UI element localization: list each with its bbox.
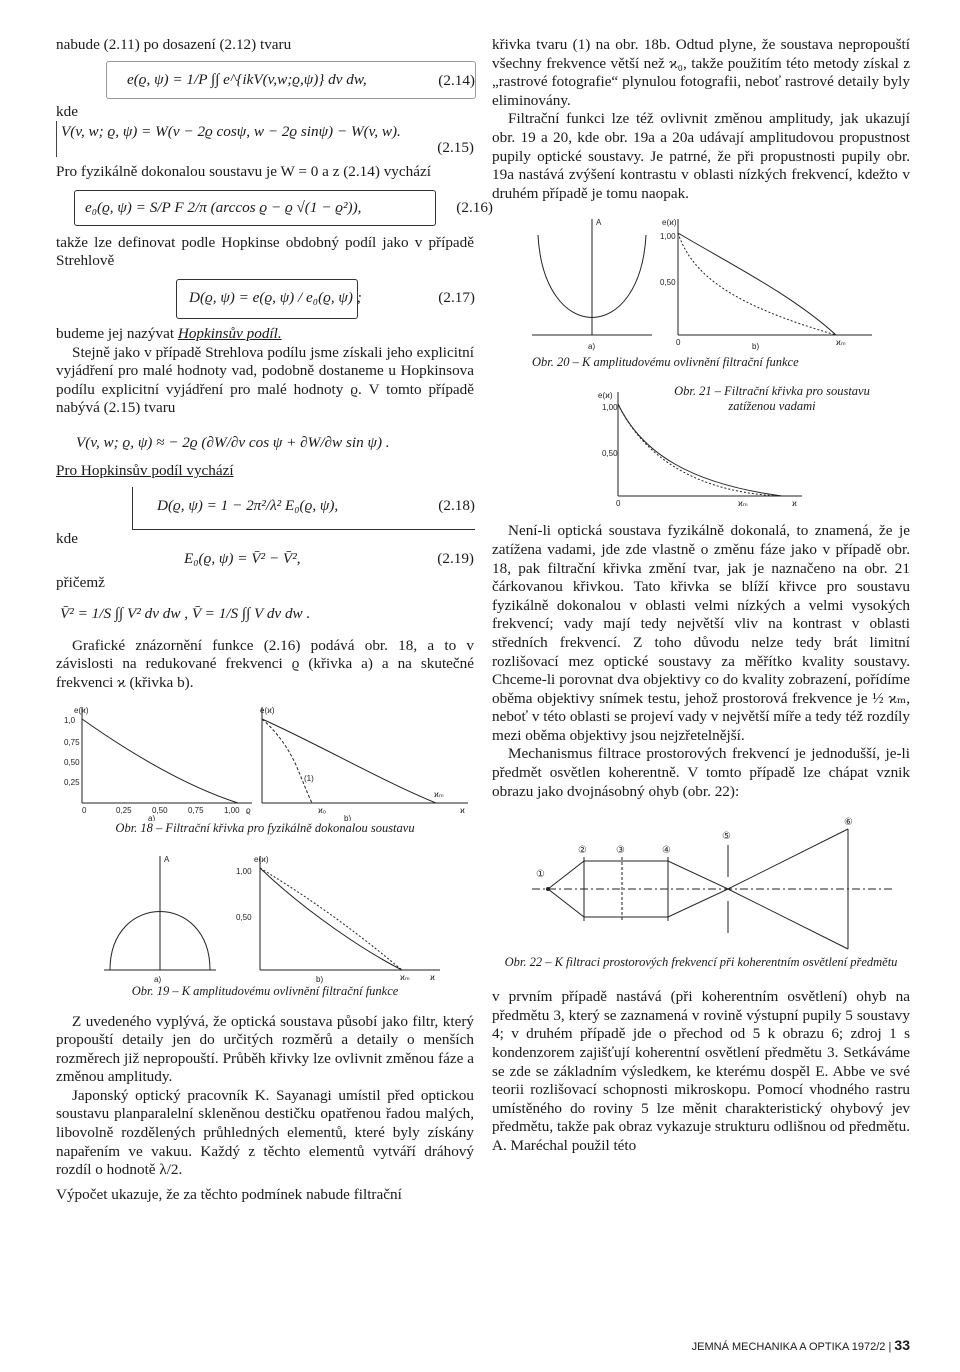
figure-caption: Obr. 18 – Filtrační křivka pro fyzikálně dokonalou soustavu <box>115 820 415 835</box>
curve-label: (1) <box>304 773 314 783</box>
figure-caption: Obr. 19 – K amplitudovému ovlivnění filtrační funkce <box>131 983 399 998</box>
ytick: 0,50 <box>602 449 618 459</box>
xtick: 0 <box>82 805 87 815</box>
xtick: 1,00 <box>224 805 240 815</box>
paragraph: Japonský optický pracovník K. Sayanagi umístil před optickou soustavu planparalelní skleněnou destičku opatřenou řadou malých, libovolně rozdělených průhledných elementů, které byly získány napařením ve vakuu. Každý z těchto elementů vytváří dráhový rozdíl o hodnotě λ/2. <box>56 1086 474 1179</box>
xlabel: ϰ <box>430 972 435 982</box>
paragraph: Stejně jako v případě Strehlova podílu jsme získali jeho explicitní vyjádření pro malé hodnoty vad, podobně dostaneme u Hopkinsova podílu explicitní vyjádření pro malé hodnoty ϱ. V tomto případě nabývá (2.15) tvaru <box>56 343 474 417</box>
ytick: 0,50 <box>64 757 80 767</box>
paragraph: Není-li optická soustava fyzikálně dokonalá, to znamená, že je zatížena vadami, jde zde vlastně o změnu fáze jako v případě obr. 18, pak filtrační křivka změní tvar, jak je naznačeno na obr. 21 čárkovanou křivkou. Tato křivka se blíží křivce pro soustavu fyzikálně dokonalou v oblasti velmi nízkých a velmi vysokých frekvencí; vady mají tedy největší vliv na kontrast v oblasti středních frekvencí. Z toho důvodu nelze tedy brát limitní rozlišovací mez optické soustavy za měřítko kvality soustavy. Chceme-li porovnat dva objektivy co do kvality zobrazení, pořídíme oběma objektivy snímek testu, jehož prostorová frekvence je ½ ϰₘ, neboť v této oblasti se projeví vady v největší míře a tedy též rozdíly mezi oběma objektivy jsou nejzřetelnější. <box>492 522 910 744</box>
figure-19-graphic <box>56 852 474 984</box>
ytick: 0,25 <box>64 777 80 787</box>
equation-2-16 <box>74 190 493 226</box>
ylabel: e(ϰ) <box>260 705 275 715</box>
equation-body: e(ϱ, ψ) = 1/P ∫∫ e^{ikV(v,w;ϱ,ψ)} dv dw, <box>127 70 367 88</box>
equation-body: D(ϱ, ψ) = e(ϱ, ψ) / e₀(ϱ, ψ) ; <box>189 288 362 306</box>
ytick: 0,50 <box>660 278 676 288</box>
figure-18-graphic <box>56 703 474 821</box>
paragraph: v prvním případě nastává (při koherentním osvětlení) ohyb na předmětu 3, který se zaznamená v rovině výstupní pupily 5 soustavy 4; v druhém případě jde o přechod od 5 k obrazu 6; zdroj 1 s kondenzorem zajišťují koherentní osvětlení předmětu 3. Setkáváme se zde se základním výsledkem, ke kterému dospěl E. Abbe ve své teorii rozlišovací schopnosti mikroskopu. Pomocí vhodného rastru umístěného do roviny 5 lze měnit charakteristický ohybový jev předmětu, takže pak obraz vykazuje strukturu odlišnou od předmětu. A. Maréchal použil této <box>492 988 910 1154</box>
page-number: 33 <box>894 1337 910 1353</box>
journal-name: JEMNÁ MECHANIKA A OPTIKA 1972/2 <box>691 1341 886 1353</box>
figure-18 <box>56 703 474 821</box>
axis-label: A <box>596 218 602 228</box>
origin-label: 0 <box>676 338 681 348</box>
panel-label: b) <box>316 974 324 984</box>
origin-label: 0 <box>616 499 621 509</box>
paragraph: Filtrační funkci lze též ovlivnit změnou amplitudy, jak ukazují obr. 19 a 20, kde obr. 19a a 20a udávají amplitudovou propustnost pupily optické soustavy. Je patrné, že při propustnosti pupily obr. 19a nastává zvýšení kontrastu v oblasti nízkých frekvencí, kdežto v druhém případě je tomu naopak. <box>492 110 910 202</box>
ytick: 0,75 <box>64 737 80 747</box>
ytick: 0,50 <box>236 912 252 922</box>
equation-body: V̄² = 1/S ∫∫ V² dv dw , V̄ = 1/S ∫∫ V dv dw . <box>60 604 311 622</box>
paragraph: Grafické znázornění funkce (2.16) podává obr. 18, a to v závislosti na redukované frekvenci ϱ (křivka a) a na skutečné frekvenci ϰ (křivka b). <box>56 636 474 691</box>
figure-20-graphic <box>492 215 910 355</box>
xm-label: ϰₘ <box>400 972 410 982</box>
text: budeme jej nazývat <box>56 324 178 342</box>
paragraph: Výpočet ukazuje, že za těchto podmínek nabude filtrační <box>56 1185 402 1203</box>
figure-21 <box>492 384 910 508</box>
panel-label: a) <box>154 974 162 984</box>
source-label: ① <box>536 869 545 881</box>
figure-caption: Obr. 21 – Filtrační křivka pro soustavu zatíženou vadami <box>674 384 870 414</box>
panel-label: a) <box>588 342 596 352</box>
equation-body: V(v, w; ϱ, ψ) ≈ − 2ϱ (∂W/∂v cos ψ + ∂W/∂w sin ψ) . <box>76 433 390 451</box>
equation-2-18 <box>132 487 475 530</box>
xtick: 0,75 <box>188 805 204 815</box>
paragraph: takže lze definovat podle Hopkinse obdobný podíl jako v případě Strehlově <box>56 233 474 270</box>
paragraph: nabude (2.11) po dosazení (2.12) tvaru <box>56 36 292 53</box>
equation-body: V(v, w; ϱ, ψ) = W(v − 2ϱ cosψ, w − 2ϱ sinψ) − W(v, w). <box>61 123 401 141</box>
pupil-label: ⑤ <box>722 831 731 843</box>
equation-means <box>56 593 474 637</box>
x0-label: ϰ₀ <box>318 805 327 815</box>
paragraph: Pro fyzikálně dokonalou soustavu je W = 0 a z (2.14) vychází <box>56 163 431 181</box>
figure-22 <box>492 809 910 955</box>
equation-number: (2.19) <box>437 550 474 568</box>
ylabel: e(ϰ) <box>662 218 677 228</box>
right-column <box>492 36 910 1156</box>
xm-label: ϰₘ <box>738 499 748 509</box>
panel-label: b) <box>752 342 760 352</box>
equation-body: e₀(ϱ, ψ) = S/P F 2/π (arccos ϱ − ϱ √(1 − ϱ²)), <box>85 198 362 216</box>
ytick: 1,00 <box>660 232 676 242</box>
figure-caption: Obr. 22 – K filtraci prostorových frekvencí při koherentním osvětlení předmětu <box>504 955 898 970</box>
figure-22-graphic <box>492 809 910 955</box>
xm-label: ϰₘ <box>836 338 846 348</box>
left-column <box>56 36 493 1204</box>
paragraph: Z uvedeného vyplývá, že optická soustava působí jako filtr, který propouští detaily jen do určitých rozměrů a detaily o menších rozměrech již nepropouští. Průběh křivky lze ovlivnit změnou fáze a změnou amplitudy. <box>56 1012 474 1086</box>
equation-2-19 <box>56 548 474 574</box>
equation-number: (2.16) <box>456 198 493 216</box>
ytick: 1,00 <box>602 403 618 413</box>
equation-number: (2.17) <box>438 288 475 306</box>
xtick: 0,50 <box>152 805 168 815</box>
paragraph: kde <box>56 529 78 547</box>
ytick: 1,0 <box>64 715 76 725</box>
paragraph: přičemž <box>56 574 105 592</box>
xm-label: ϰₘ <box>434 789 444 799</box>
figure-20 <box>492 215 910 355</box>
equation-number: (2.18) <box>438 496 475 514</box>
panel-label: a) <box>148 813 156 821</box>
axis-label: A <box>164 854 170 864</box>
equation-body: E₀(ϱ, ψ) = V̄² − V̄², <box>184 550 301 568</box>
paragraph: Pro Hopkinsův podíl vychází <box>56 461 234 479</box>
equation-2-14 <box>106 61 476 99</box>
equation-number: (2.15) <box>437 139 474 157</box>
page-footer: JEMNÁ MECHANIKA A OPTIKA 1972/2 | 33 <box>691 1337 910 1353</box>
ylabel: e(ϰ) <box>254 854 269 864</box>
ylabel: e(ϰ) <box>598 391 613 401</box>
equation-2-17 <box>176 279 475 319</box>
xtick: 0,25 <box>116 805 132 815</box>
lens-label: ④ <box>662 845 671 857</box>
xlabel: ϰ <box>792 499 797 509</box>
condenser-label: ② <box>578 845 587 857</box>
ylabel: e(ϰ) <box>74 705 89 715</box>
equation-body: D(ϱ, ψ) = 1 − 2π²/λ² E₀(ϱ, ψ), <box>157 496 339 514</box>
paragraph: křivka tvaru (1) na obr. 18b. Odtud plyne, že soustava nepropouští všechny frekvence větší než ϰ₀, takže použitím této metody získal z „rastrové fotografie“ plynulou fotografii, neboť rastrové detaily byly eliminovány. <box>492 36 910 109</box>
equation-2-15 <box>56 121 474 157</box>
paragraph: Mechanismus filtrace prostorových frekvencí je jednodušší, je-li předmět osvětlen koherentně. V tomto případě lze chápat vznik obrazu jako dvojnásobný ohyb (obr. 22): <box>492 745 910 800</box>
figure-19 <box>56 852 474 984</box>
panel-label: b) <box>344 813 352 821</box>
figure-caption: Obr. 20 – K amplitudovému ovlivnění filtrační funkce <box>532 355 799 370</box>
paragraph: kde <box>56 102 78 120</box>
object-label: ③ <box>616 845 625 857</box>
ytick: 1,00 <box>236 866 252 876</box>
xlabel: ϱ <box>246 805 251 815</box>
term-hopkins: Hopkinsův podíl. <box>177 324 282 342</box>
xlabel: ϰ <box>460 805 465 815</box>
paragraph <box>56 325 474 344</box>
equation-v-approx <box>56 422 474 462</box>
equation-number: (2.14) <box>438 71 475 89</box>
image-label: ⑥ <box>844 817 853 829</box>
